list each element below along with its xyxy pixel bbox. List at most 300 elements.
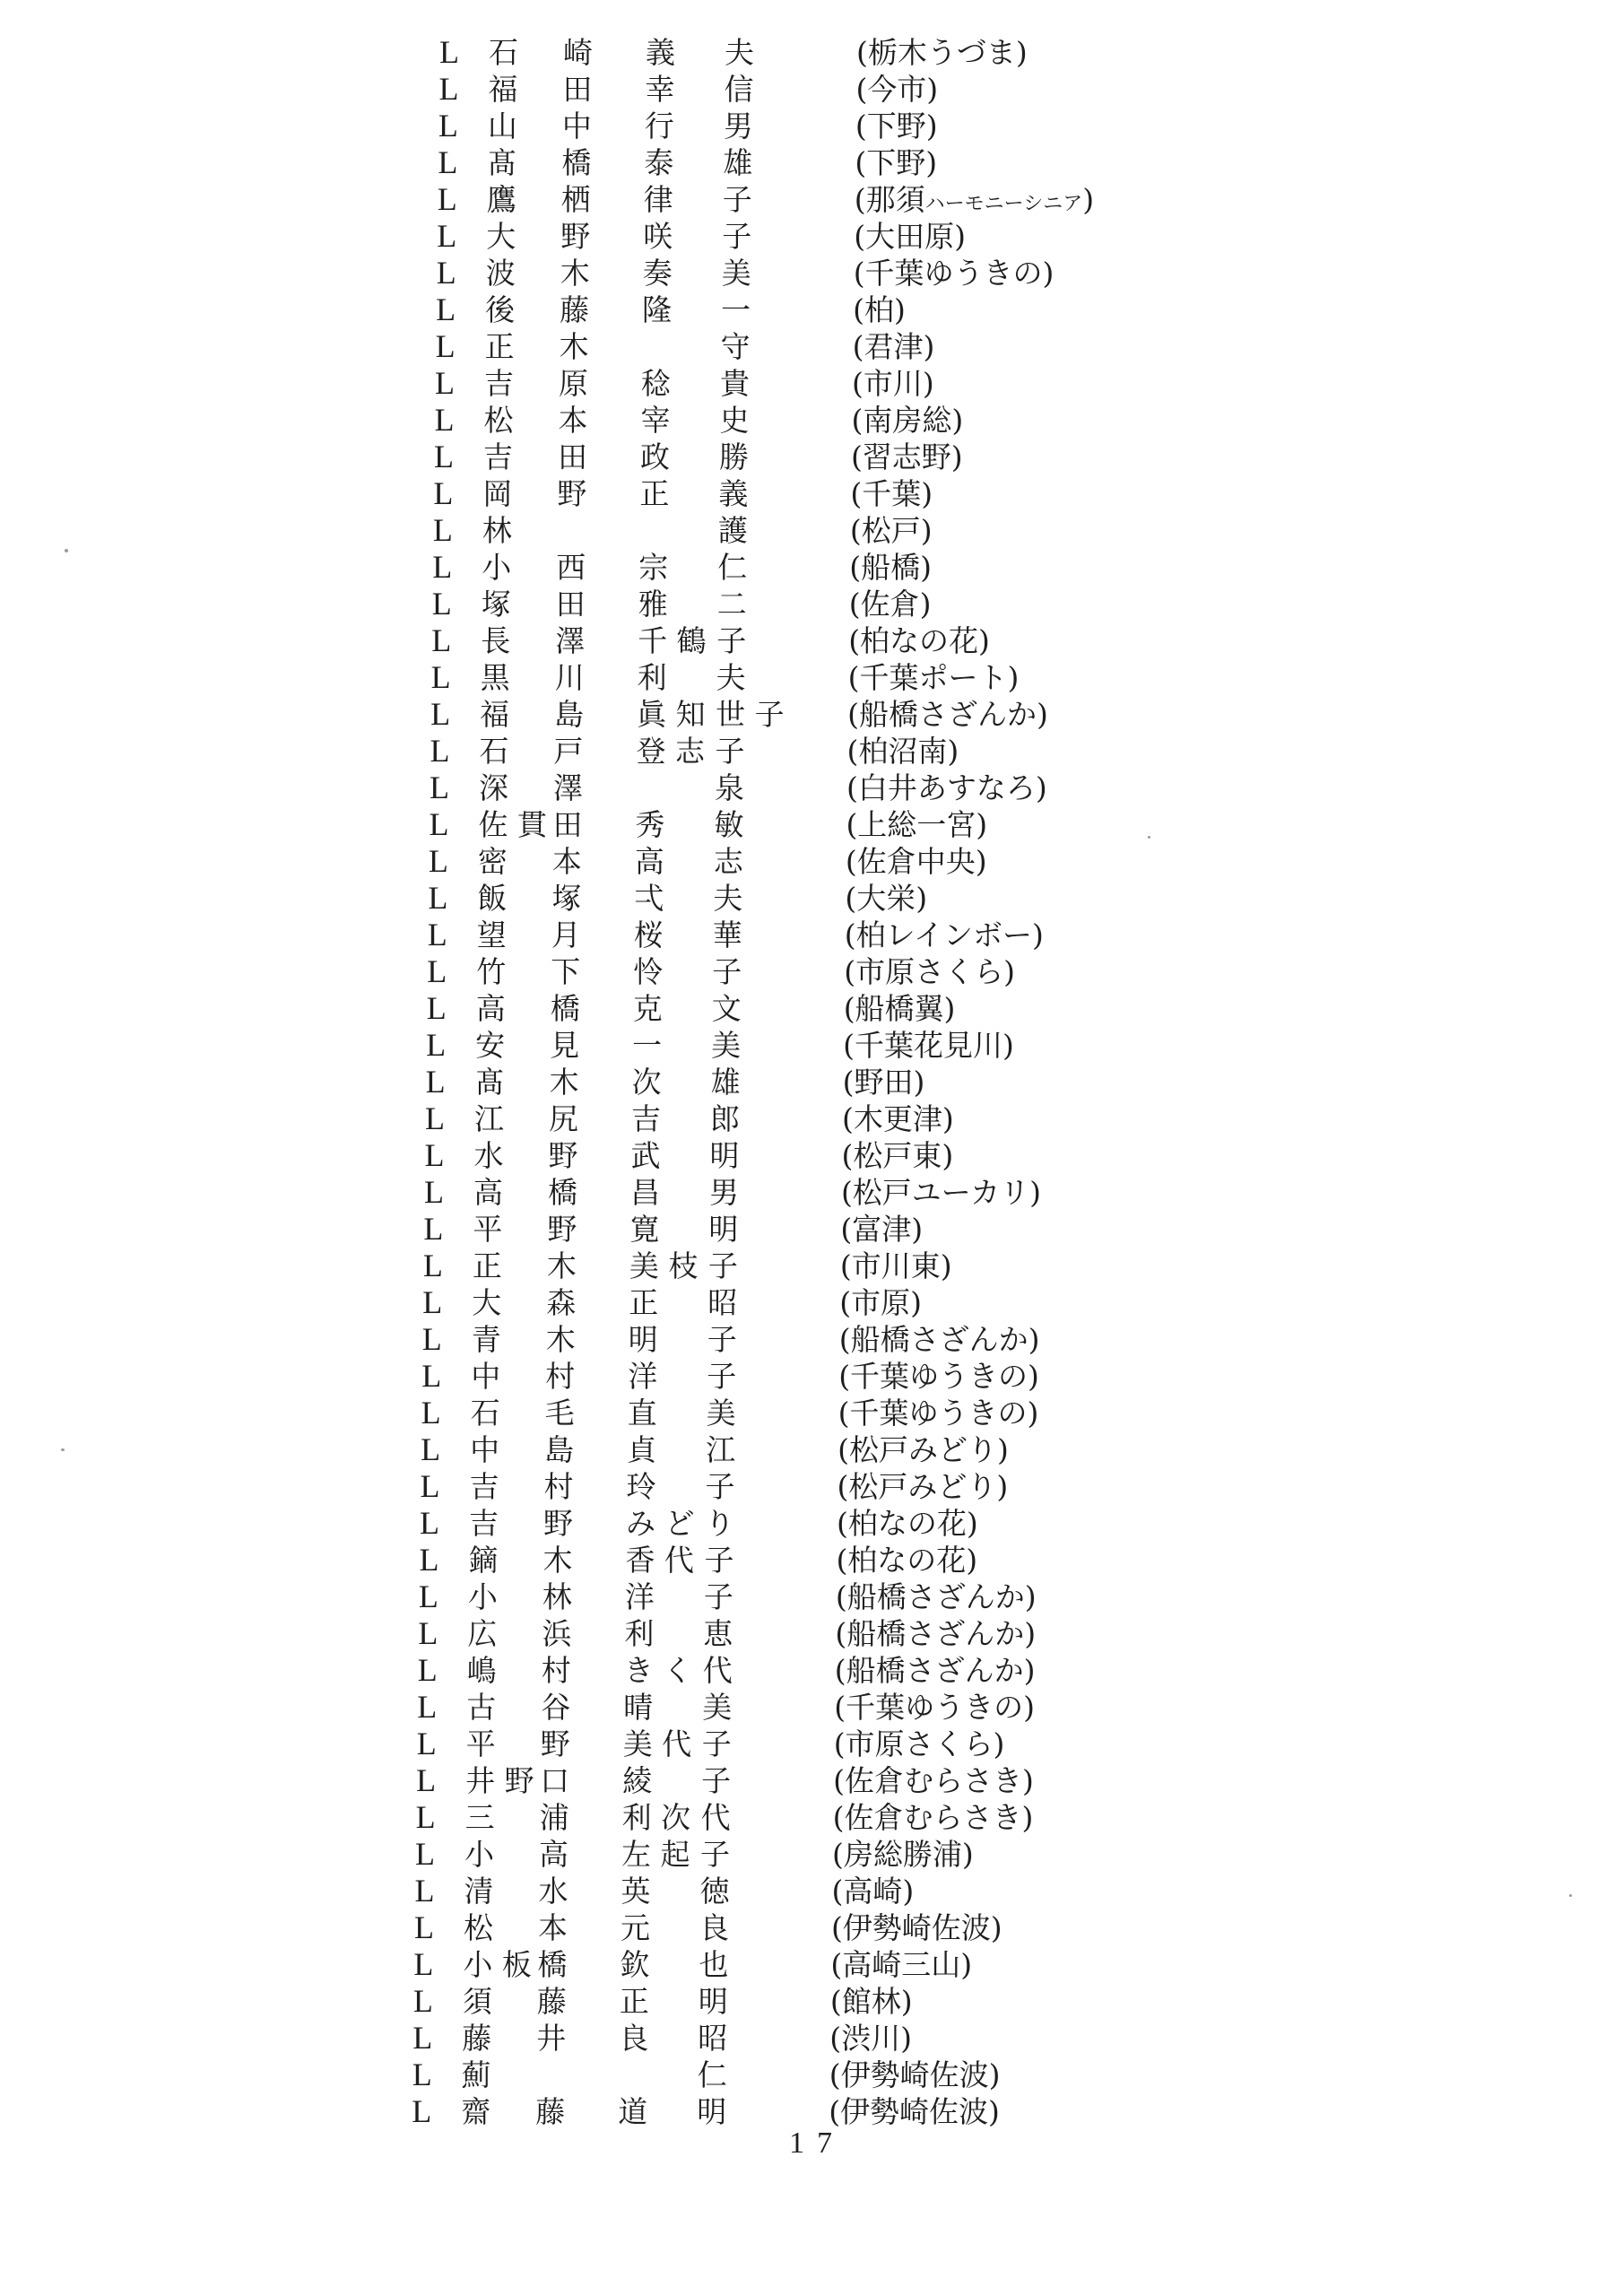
name-part-2: 下: [551, 954, 581, 989]
lions-label: L: [421, 1395, 441, 1431]
name-part-2: 橋: [547, 1175, 577, 1210]
lions-label: L: [421, 1321, 442, 1357]
name-part-4: 美: [706, 1396, 736, 1431]
name-part-1: 吉: [469, 1469, 499, 1504]
name-part-1: 鏑: [468, 1543, 499, 1578]
club-name: (柏なの花): [848, 623, 990, 658]
name-part-3: 道: [618, 2094, 648, 2129]
list-item: [0, 1799, 1623, 1836]
name-part-3: 香 代: [625, 1543, 694, 1578]
name-part-4: 也: [699, 1947, 729, 1982]
lions-label: L: [422, 1248, 443, 1283]
lions-label: L: [435, 328, 456, 364]
name-part-3: 眞 知: [637, 697, 706, 732]
name-part-2: 木: [542, 1543, 573, 1578]
name-part-1: 平: [473, 1212, 503, 1247]
page-number: 17: [789, 2126, 845, 2160]
name-part-1: 小: [482, 550, 512, 585]
lions-label: L: [421, 1431, 441, 1467]
name-part-4: 代: [700, 1800, 731, 1835]
list-item: [0, 512, 1623, 549]
name-part-4: 男: [708, 1175, 739, 1210]
name-part-2: 木: [560, 256, 590, 291]
list-item: [0, 1100, 1623, 1137]
name-part-4: 雄: [710, 1065, 741, 1100]
name-part-4: 仁: [697, 2057, 727, 2092]
lions-label: L: [439, 34, 459, 70]
list-item: [0, 1505, 1623, 1542]
club-name: (上総一宮): [846, 807, 988, 842]
name-part-2: 崎: [563, 35, 593, 70]
list-item: [0, 108, 1623, 144]
lions-label: L: [421, 1358, 442, 1394]
name-part-2: 原: [559, 366, 589, 401]
club-name: (船橋さざんか): [847, 697, 1048, 732]
list-item: [0, 1027, 1623, 1064]
club-name: (伊勢崎佐波): [830, 1910, 1002, 1945]
name-part-1: 正: [484, 329, 515, 364]
name-part-2: 本: [537, 1910, 568, 1945]
list-item: [0, 733, 1623, 770]
name-part-4: 子: [704, 1543, 734, 1578]
name-part-2: 尻: [549, 1101, 579, 1136]
name-part-3: 武: [630, 1138, 661, 1173]
name-part-4: 明: [698, 1984, 728, 2019]
club-name: (房総勝浦): [832, 1837, 974, 1872]
name-part-2: 野: [543, 1506, 573, 1541]
name-part-2: 島: [554, 697, 585, 732]
club-name: (下野): [855, 109, 938, 144]
list-item: [0, 1689, 1623, 1726]
name-part-2: 田: [555, 587, 586, 622]
lions-label: L: [438, 108, 458, 144]
club-name: (君津): [852, 329, 935, 364]
lions-label: L: [427, 917, 447, 952]
name-part-1: 吉: [469, 1506, 499, 1541]
name-part-2: 井: [536, 2021, 567, 2056]
club-name: (千葉花見川): [843, 1028, 1014, 1063]
name-part-4: 恵: [703, 1616, 733, 1651]
name-part-1: 藤: [462, 2021, 492, 2056]
scan-speck: [65, 549, 68, 552]
list-item: [0, 365, 1623, 402]
lions-label: L: [416, 1762, 437, 1798]
name-part-4: 子: [707, 1359, 737, 1394]
name-part-4: 貴: [720, 366, 751, 401]
lions-label: L: [437, 181, 457, 217]
club-name: (千葉ゆうきの): [853, 256, 1055, 291]
list-item: [0, 1137, 1623, 1174]
name-part-1: 安: [475, 1028, 506, 1063]
club-name: (船橋さざんか): [834, 1653, 1036, 1688]
lions-label: L: [427, 953, 447, 989]
lions-label: L: [438, 144, 458, 180]
list-item: [0, 255, 1623, 291]
name-part-2: 田: [557, 439, 587, 474]
name-part-1: 青: [471, 1322, 501, 1357]
name-part-2: 藤: [536, 1984, 567, 2019]
name-part-1: 古: [466, 1690, 497, 1725]
name-part-3: 高: [634, 844, 664, 879]
name-part-4: 二: [716, 587, 747, 622]
lions-label: L: [412, 2057, 432, 2092]
name-part-4: 徳: [699, 1874, 730, 1909]
name-part-4: 良: [699, 1910, 729, 1945]
list-item: [0, 218, 1623, 255]
list-item: [0, 843, 1623, 880]
name-part-4: 郎: [710, 1101, 741, 1136]
name-part-4: 一: [721, 292, 751, 327]
list-item: [0, 659, 1623, 696]
name-part-4: 子: [722, 219, 752, 254]
scan-speck: [1148, 836, 1150, 839]
name-part-1: 齋: [461, 2094, 491, 2129]
list-item: [0, 880, 1623, 917]
name-part-3: 元: [620, 1910, 650, 1945]
list-item: [0, 1946, 1623, 1983]
scan-speck: [61, 1448, 65, 1451]
name-part-1: 高: [475, 991, 506, 1026]
club-name: (栃木うづま): [856, 35, 1028, 70]
name-part-2: 浦: [539, 1800, 569, 1835]
list-item: [0, 1211, 1623, 1248]
name-part-2: 塚: [551, 881, 582, 916]
list-item: [0, 439, 1623, 475]
name-part-3: 洋: [628, 1359, 658, 1394]
name-part-4: 護: [717, 513, 748, 548]
name-part-3: 奏: [642, 256, 673, 291]
name-part-2: 橋: [537, 1947, 568, 1982]
name-part-1: 小: [467, 1579, 498, 1614]
name-part-3: 律: [643, 182, 673, 217]
lions-label: L: [412, 2020, 433, 2056]
lions-label: L: [430, 696, 451, 732]
list-item: [0, 770, 1623, 806]
lions-label: L: [434, 402, 455, 438]
name-part-1: 三: [464, 1800, 495, 1835]
club-name: (佐倉中央): [845, 844, 987, 879]
list-item: [0, 1726, 1623, 1762]
lions-label: L: [428, 880, 448, 916]
lions-label: L: [420, 1468, 440, 1504]
name-part-2: 藤: [535, 2094, 566, 2129]
name-part-4: 子: [707, 1322, 737, 1357]
club-name: (市原さくら): [844, 954, 1015, 989]
name-part-4: 明: [709, 1138, 740, 1173]
name-part-4: 昭: [707, 1285, 738, 1320]
name-part-2: 野: [560, 219, 591, 254]
club-name: (千葉): [850, 476, 933, 511]
name-part-2: 栖: [560, 182, 591, 217]
lions-label: L: [429, 806, 449, 842]
name-part-1: 松: [463, 1910, 493, 1945]
list-item: [0, 2020, 1623, 2057]
name-part-3: 怜: [633, 954, 664, 989]
name-part-4: 江: [706, 1432, 736, 1467]
name-part-1: 塚: [481, 587, 511, 622]
club-name: (柏): [853, 292, 906, 327]
list-item: [0, 1578, 1623, 1615]
name-part-1: 小: [464, 1837, 495, 1872]
name-part-2: 林: [542, 1579, 572, 1614]
name-part-4: 夫: [713, 881, 743, 916]
name-part-2: 見: [550, 1028, 580, 1063]
name-part-4: 志: [713, 844, 743, 879]
name-part-3: 克: [632, 991, 663, 1026]
name-part-2: 澤: [555, 623, 586, 658]
name-part-3: 晴: [623, 1690, 654, 1725]
name-part-3: 正: [629, 1285, 659, 1320]
name-part-2: 村: [541, 1653, 571, 1688]
name-part-3: 綾: [622, 1763, 653, 1798]
name-part-4: 子: [707, 1248, 738, 1283]
name-part-1: 清: [464, 1874, 494, 1909]
name-part-2: 木: [559, 329, 589, 364]
name-part-3: 弌: [634, 881, 664, 916]
list-item: [0, 1909, 1623, 1946]
name-part-3: 吉: [631, 1101, 662, 1136]
name-part-1: 黒: [480, 660, 510, 695]
club-name: (市原): [839, 1285, 923, 1320]
name-part-1: 薊: [461, 2057, 491, 2092]
club-name: (船橋): [849, 550, 933, 585]
name-part-1: 岡: [482, 476, 513, 511]
club-name: (柏レインボー): [844, 918, 1044, 952]
club-name: (佐倉): [848, 587, 932, 622]
name-part-2: 戸: [553, 734, 584, 769]
name-part-2: 村: [545, 1359, 576, 1394]
list-item: [0, 1836, 1623, 1873]
lions-label: L: [430, 733, 450, 769]
list-item: [0, 1615, 1623, 1652]
club-name: (伊勢崎佐波): [829, 2094, 1000, 2129]
lions-label: L: [437, 218, 457, 254]
lions-label: L: [426, 1027, 447, 1063]
name-part-4: 昭: [698, 2021, 728, 2056]
name-part-1: 石: [479, 734, 509, 769]
club-name: (千葉ゆうきの): [838, 1359, 1039, 1394]
name-part-3: 玲: [626, 1469, 656, 1504]
name-part-2: 本: [551, 844, 582, 879]
list-item: [0, 328, 1623, 365]
list-item: [0, 291, 1623, 328]
name-part-4: 子: [701, 1763, 732, 1798]
list-item: [0, 1174, 1623, 1211]
name-part-1: 小 板: [463, 1947, 532, 1982]
name-part-2: 木: [546, 1248, 577, 1283]
name-part-4: 勝: [718, 439, 749, 474]
name-part-1: 波: [485, 256, 516, 291]
name-part-4: 明: [708, 1212, 739, 1247]
name-part-1: 正: [472, 1248, 502, 1283]
lions-label: L: [415, 1836, 436, 1872]
lions-label: L: [431, 622, 452, 658]
lions-label: L: [435, 365, 456, 401]
name-part-2: 谷: [541, 1690, 571, 1725]
name-part-2: 田: [562, 72, 593, 107]
name-part-3: 洋: [624, 1579, 655, 1614]
name-part-4: 史: [719, 403, 750, 438]
lions-label: L: [412, 1983, 433, 2019]
name-part-3: 正: [639, 476, 670, 511]
name-part-3: 利: [637, 660, 667, 695]
name-part-1: 福: [488, 72, 518, 107]
list-item: [0, 917, 1623, 953]
name-part-2: 口: [540, 1763, 570, 1798]
list-item: [0, 402, 1623, 439]
name-part-4: 子: [716, 623, 747, 658]
club-name: (松戸東): [841, 1138, 954, 1173]
lions-label: L: [420, 1505, 439, 1541]
club-name: (今市): [855, 72, 939, 107]
name-part-3: 明: [628, 1322, 658, 1357]
name-part-1: 山: [487, 109, 517, 144]
name-part-4: 子: [712, 954, 742, 989]
club-name: (松戸みどり): [837, 1469, 1009, 1504]
name-part-2: 中: [561, 109, 592, 144]
name-part-3: 登 志: [636, 734, 706, 769]
lions-label: L: [426, 990, 447, 1026]
club-name: (習志野): [850, 439, 963, 474]
list-item: [0, 1321, 1623, 1358]
name-part-2: 西: [556, 550, 586, 585]
name-part-3: 千 鶴: [638, 623, 707, 658]
lions-label: L: [438, 71, 459, 107]
name-part-1: 鷹: [486, 182, 516, 217]
name-part-1: 石: [470, 1396, 500, 1431]
name-part-2: 野: [540, 1726, 570, 1761]
lions-label: L: [433, 439, 454, 474]
name-part-4: 子: [703, 1579, 733, 1614]
name-part-3: 幸: [645, 72, 675, 107]
name-part-1: 水: [473, 1138, 504, 1173]
name-part-3: 宗: [638, 550, 669, 585]
name-part-3: 欽: [620, 1947, 650, 1982]
club-name: (佐倉むらさき): [833, 1763, 1034, 1798]
name-part-1: 大: [486, 219, 516, 254]
name-part-3: 義: [646, 35, 675, 70]
name-part-2: 村: [543, 1469, 574, 1504]
name-part-4: 男: [723, 109, 753, 144]
name-part-3: 秀: [635, 807, 665, 842]
lions-label: L: [417, 1689, 438, 1725]
name-part-4: 守: [720, 329, 751, 364]
name-part-3: 正: [619, 1984, 649, 2019]
club-name: (市川): [852, 366, 934, 401]
lions-label: L: [432, 512, 453, 548]
name-part-3: き く: [623, 1653, 693, 1688]
name-part-3: 利 次: [621, 1800, 691, 1835]
club-name: (木更津): [842, 1101, 954, 1136]
club-name: (千葉ゆうきの): [834, 1690, 1035, 1725]
name-part-3: 宰: [640, 403, 671, 438]
name-part-3: 昌: [629, 1175, 660, 1210]
lions-label: L: [413, 1909, 434, 1945]
lions-label: L: [428, 843, 448, 879]
list-item: [0, 953, 1623, 990]
club-name: (千葉ポート): [847, 660, 1020, 695]
list-item: [0, 2057, 1623, 2093]
list-item: [0, 34, 1623, 71]
name-part-3: 雅: [638, 587, 668, 622]
name-part-4: 子: [705, 1469, 735, 1504]
name-part-2: 澤: [553, 770, 583, 805]
list-item: [0, 1431, 1623, 1468]
name-part-3: 利: [624, 1616, 655, 1651]
name-part-1: 福: [480, 697, 510, 732]
club-name: (柏なの花): [836, 1543, 978, 1578]
list-item: [0, 990, 1623, 1027]
name-part-1: 髙: [474, 1065, 505, 1100]
name-part-2: 野: [547, 1212, 577, 1247]
name-part-4: 代: [702, 1653, 733, 1688]
name-part-2: 野: [548, 1138, 578, 1173]
name-part-3: 行: [644, 109, 674, 144]
name-part-2: 月: [551, 918, 581, 952]
name-part-3: 美 代: [622, 1726, 692, 1761]
lions-label: L: [418, 1578, 438, 1614]
lions-label: L: [424, 1137, 445, 1173]
name-part-1: 林: [482, 513, 512, 548]
lions-label: L: [415, 1799, 436, 1835]
name-part-4: 文: [711, 991, 742, 1026]
lions-label: L: [412, 2093, 432, 2129]
list-item: [0, 1468, 1623, 1505]
club-name: (高崎): [831, 1874, 915, 1909]
name-part-1: 髙: [487, 145, 517, 180]
club-name: (柏沼南): [846, 734, 959, 769]
name-part-4: 泉: [715, 770, 744, 805]
name-part-4: り: [705, 1506, 734, 1541]
name-part-4: 雄: [723, 145, 753, 180]
name-part-3: 隆: [642, 292, 673, 327]
club-name: (松戸ユーカリ): [840, 1175, 1042, 1210]
club-name: (松戸): [849, 513, 933, 548]
list-item: [0, 1652, 1623, 1689]
lions-label: L: [418, 1615, 438, 1651]
name-part-1: 吉: [482, 439, 513, 474]
club-name: (南房総): [851, 403, 964, 438]
name-part-2: 毛: [544, 1396, 575, 1431]
name-part-1: 吉: [484, 366, 515, 401]
name-part-3: 英: [621, 1874, 651, 1909]
name-part-1: 松: [483, 403, 514, 438]
name-part-4: 世 子: [716, 697, 785, 732]
name-part-4: 信: [724, 72, 754, 107]
club-name: (船橋さざんか): [838, 1322, 1040, 1357]
lions-label: L: [433, 475, 454, 511]
lions-label: L: [417, 1652, 438, 1688]
name-part-3: 咲: [643, 219, 673, 254]
list-item: [0, 586, 1623, 622]
name-part-1: 後: [485, 292, 516, 327]
club-name: (大栄): [845, 881, 928, 916]
lions-label: L: [423, 1211, 444, 1247]
name-part-3: 寛: [629, 1212, 660, 1247]
club-name: (千葉ゆうきの): [838, 1396, 1039, 1431]
lions-label: L: [436, 291, 456, 327]
club-name: (船橋さざんか): [835, 1616, 1037, 1651]
club-name: (市原さくら): [833, 1726, 1005, 1761]
lions-label: L: [425, 1100, 446, 1136]
list-item: [0, 622, 1623, 659]
list-item: [0, 1542, 1623, 1578]
list-item: [0, 1284, 1623, 1321]
list-item: [0, 1983, 1623, 2020]
name-part-2: 藤: [560, 292, 590, 327]
club-name: (佐倉むらさき): [832, 1800, 1034, 1835]
name-part-3: 泰: [644, 145, 674, 180]
